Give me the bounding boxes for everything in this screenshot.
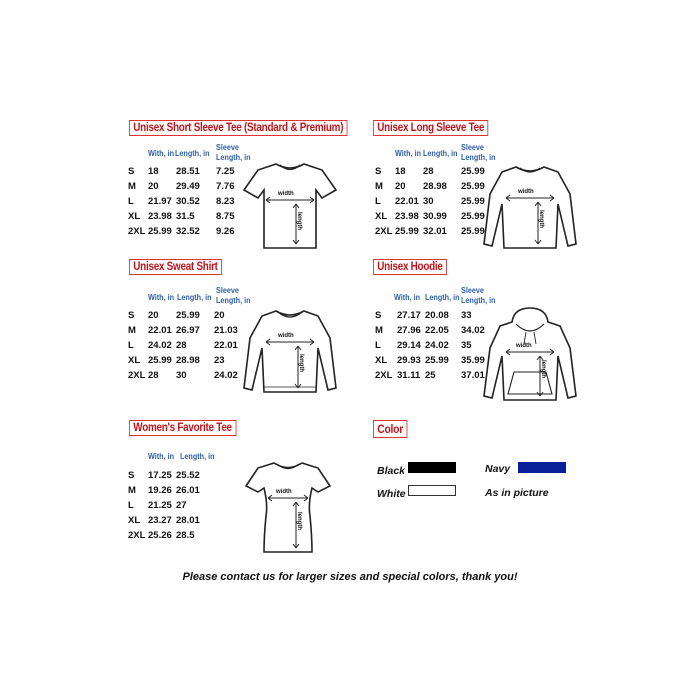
color-label-black: Black [377, 465, 406, 477]
header-sleeve: Sleeve Length, in [216, 285, 251, 305]
long-sleeve-tee-diagram [484, 164, 576, 252]
size-value: 23.98 [395, 211, 419, 222]
size-value: 17.25 [148, 470, 172, 481]
size-value: 25.99 [461, 226, 485, 237]
size-label: 2XL [128, 370, 146, 381]
size-value: 25.26 [148, 530, 172, 541]
size-value: 20 [148, 181, 159, 192]
width-label: width [278, 191, 294, 197]
size-value: 25.99 [461, 196, 485, 207]
size-value: 28.01 [176, 515, 200, 526]
size-label: M [375, 325, 383, 336]
color-swatch-black [408, 462, 456, 473]
header-length: Length, in [177, 292, 212, 302]
size-value: 27.96 [397, 325, 421, 336]
header-sleeve: Sleeve Length, in [461, 142, 496, 162]
size-value: 20 [395, 181, 406, 192]
womens-tee-diagram [246, 460, 330, 556]
size-label: 2XL [128, 530, 146, 541]
size-value: 25.99 [148, 226, 172, 237]
width-label: width [278, 333, 294, 339]
size-label: M [128, 325, 136, 336]
size-value: 32.01 [423, 226, 447, 237]
header-width: With, in [394, 292, 421, 302]
header-width: With, in [148, 292, 175, 302]
size-value: 33 [461, 310, 472, 321]
header-width: With, in [148, 148, 175, 158]
header-width: With, in [148, 451, 175, 461]
size-value: 28 [423, 166, 434, 177]
size-value: 8.23 [216, 196, 235, 207]
size-label: L [128, 340, 134, 351]
size-value: 30.99 [423, 211, 447, 222]
size-label: M [375, 181, 383, 192]
section-title-womens-tee: Women's Favorite Tee [129, 420, 236, 436]
size-label: XL [375, 211, 388, 222]
footer-note: Please contact us for larger sizes and special colors, thank you! [182, 571, 518, 583]
size-value: 24.02 [214, 370, 238, 381]
size-value: 19.26 [148, 485, 172, 496]
size-label: M [128, 181, 136, 192]
size-label: L [375, 196, 381, 207]
size-value: 20 [214, 310, 225, 321]
color-label-navy: Navy [485, 463, 511, 475]
length-label: length [298, 354, 304, 372]
size-value: 21.03 [214, 325, 238, 336]
size-value: 18 [395, 166, 406, 177]
size-value: 28.98 [176, 355, 200, 366]
size-label: L [375, 340, 381, 351]
size-value: 25.99 [461, 181, 485, 192]
size-value: 31.11 [397, 370, 421, 381]
size-value: 21.97 [148, 196, 172, 207]
header-sleeve: Sleeve Length, in [216, 142, 251, 162]
color-swatch-navy [518, 462, 566, 473]
width-label: width [516, 343, 532, 349]
size-label: S [128, 310, 135, 321]
size-value: 28 [176, 340, 187, 351]
size-value: 7.76 [216, 181, 235, 192]
size-value: 28.51 [176, 166, 200, 177]
size-value: 26.01 [176, 485, 200, 496]
size-label: S [375, 310, 382, 321]
size-value: 25.99 [176, 310, 200, 321]
size-label: XL [128, 211, 141, 222]
size-value: 27 [176, 500, 187, 511]
section-title-sweat-shirt: Unisex Sweat Shirt [129, 259, 222, 275]
size-value: 29.93 [397, 355, 421, 366]
size-value: 37.01 [461, 370, 485, 381]
size-value: 22.01 [148, 325, 172, 336]
size-value: 24.02 [425, 340, 449, 351]
size-value: 25.99 [425, 355, 449, 366]
length-label: length [538, 210, 544, 228]
size-value: 20 [148, 310, 159, 321]
header-length: Length, in [180, 451, 215, 461]
size-value: 8.75 [216, 211, 235, 222]
size-label: 2XL [375, 226, 393, 237]
size-value: 23.27 [148, 515, 172, 526]
length-label: length [540, 360, 546, 378]
header-length: Length, in [423, 148, 458, 158]
hoodie-diagram [484, 308, 576, 404]
size-value: 28.98 [423, 181, 447, 192]
length-label: length [296, 512, 302, 530]
color-label-white: White [377, 488, 406, 500]
color-label-as-in-picture: As in picture [485, 487, 549, 499]
size-value: 9.26 [216, 226, 235, 237]
size-value: 35 [461, 340, 472, 351]
size-value: 29.49 [176, 181, 200, 192]
size-value: 31.5 [176, 211, 195, 222]
sweat-shirt-diagram [244, 308, 336, 396]
size-value: 25.52 [176, 470, 200, 481]
width-label: width [276, 489, 292, 495]
size-value: 23 [214, 355, 225, 366]
size-label: S [128, 470, 135, 481]
size-value: 25 [425, 370, 436, 381]
size-value: 28 [148, 370, 159, 381]
section-title-long-sleeve: Unisex Long Sleeve Tee [373, 120, 488, 136]
section-title-short-sleeve: Unisex Short Sleeve Tee (Standard & Premium) [129, 120, 348, 136]
size-label: 2XL [128, 226, 146, 237]
size-value: 25.99 [461, 166, 485, 177]
size-label: M [128, 485, 136, 496]
size-value: 26.97 [176, 325, 200, 336]
size-value: 27.17 [397, 310, 421, 321]
size-value: 35.99 [461, 355, 485, 366]
size-value: 20.08 [425, 310, 449, 321]
size-value: 21.25 [148, 500, 172, 511]
size-label: XL [128, 515, 141, 526]
size-label: XL [375, 355, 388, 366]
size-value: 25.99 [148, 355, 172, 366]
header-length: Length, in [425, 292, 460, 302]
size-value: 22.01 [214, 340, 238, 351]
size-label: L [128, 500, 134, 511]
size-label: 2XL [375, 370, 393, 381]
header-sleeve: Sleeve Length, in [461, 285, 496, 305]
size-value: 34.02 [461, 325, 485, 336]
color-swatch-white [408, 485, 456, 496]
size-value: 29.14 [397, 340, 421, 351]
size-value: 30.52 [176, 196, 200, 207]
size-value: 30 [423, 196, 434, 207]
size-label: L [128, 196, 134, 207]
size-value: 18 [148, 166, 159, 177]
size-value: 30 [176, 370, 187, 381]
size-value: 22.01 [395, 196, 419, 207]
size-value: 25.99 [395, 226, 419, 237]
size-value: 32.52 [176, 226, 200, 237]
length-label: length [296, 212, 302, 230]
size-label: XL [128, 355, 141, 366]
width-label: width [518, 189, 534, 195]
size-value: 24.02 [148, 340, 172, 351]
section-title-color: Color [373, 420, 407, 438]
header-length: Length, in [175, 148, 210, 158]
header-width: With, in [395, 148, 422, 158]
size-value: 7.25 [216, 166, 235, 177]
size-label: S [375, 166, 382, 177]
size-label: S [128, 166, 135, 177]
size-value: 22.05 [425, 325, 449, 336]
section-title-hoodie: Unisex Hoodie [373, 259, 447, 275]
size-value: 25.99 [461, 211, 485, 222]
short-sleeve-tee-diagram [244, 160, 336, 252]
size-value: 28.5 [176, 530, 195, 541]
size-value: 23.98 [148, 211, 172, 222]
